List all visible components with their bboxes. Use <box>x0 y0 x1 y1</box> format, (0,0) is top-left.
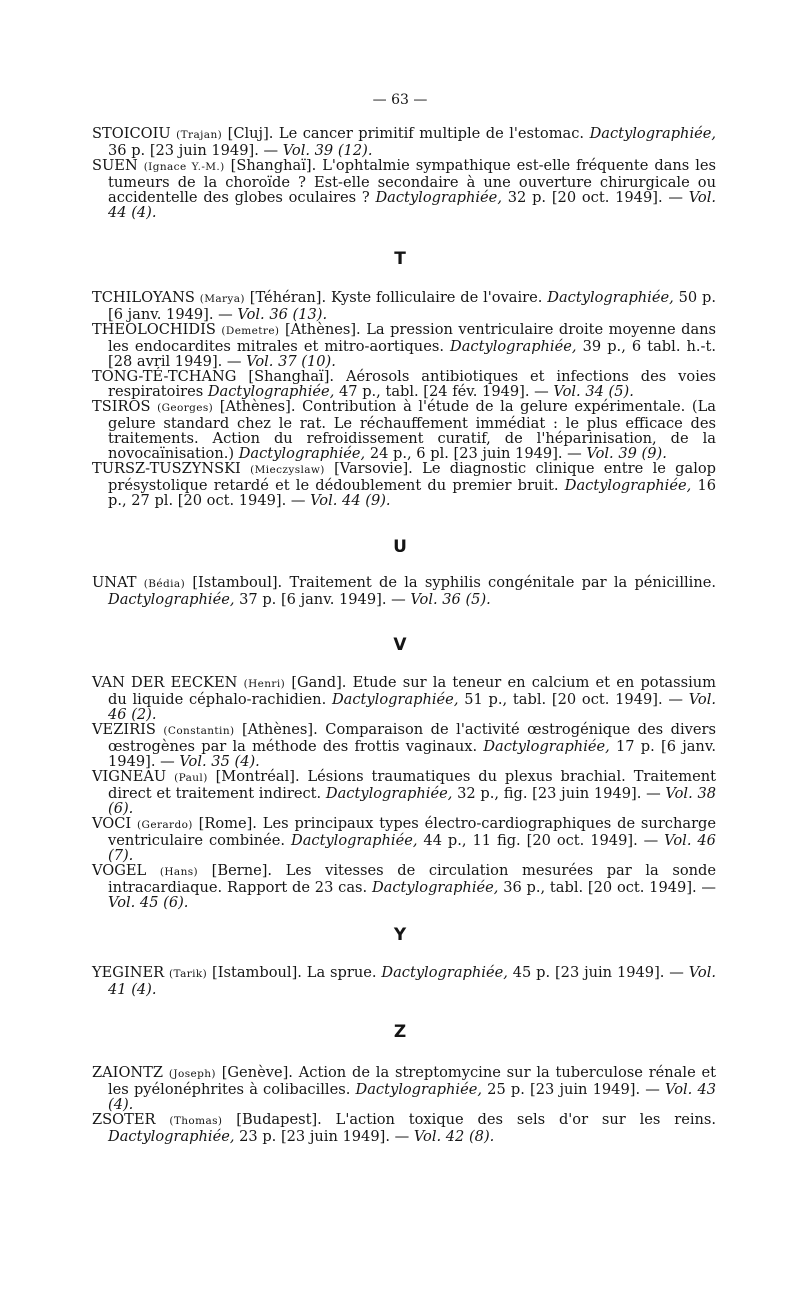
bibliography-entry <box>92 675 716 722</box>
bibliography-entry <box>92 322 716 369</box>
author-name: SUEN <box>92 157 138 174</box>
author-first-name: (Trajan) <box>176 129 223 141</box>
author-city: [Berne]. <box>211 862 273 879</box>
section-letter: V <box>393 635 407 655</box>
author-name: VEZIRIS <box>92 721 156 738</box>
publication-details: 36 p., tabl. [20 oct. 1949]. — <box>503 879 717 896</box>
thesis-title: Le diagnostic clinique entre le galop présystolique retardé et le dédoublement du premier bruit. <box>108 460 717 494</box>
publication-details: 23 p. [23 juin 1949]. — <box>239 1128 410 1145</box>
publication-type: Dactylographiée, <box>547 289 674 306</box>
thesis-title: La pression ventriculaire droite moyenne dans les endocardites mitrales et mitro-aortiques. <box>108 321 717 355</box>
author-city: [Cluj]. <box>227 125 274 142</box>
publication-details: 32 p., fig. [23 juin 1949]. — <box>457 785 661 802</box>
publication-details: 47 p., tabl. [24 fév. 1949]. — <box>338 383 549 400</box>
volume-reference: Vol. 42 (8). <box>413 1128 495 1145</box>
author-first-name: (Georges) <box>157 402 214 414</box>
author-name: STOICOIU <box>92 125 171 142</box>
volume-reference: Vol. 36 (5). <box>410 591 491 608</box>
publication-type: Dactylographiée, <box>331 691 459 708</box>
author-first-name: (Bédia) <box>143 578 186 590</box>
bibliography-entry <box>92 863 716 910</box>
bibliography-entry <box>92 722 716 769</box>
publication-type: Dactylographiée, <box>108 1128 235 1145</box>
author-first-name: (Demetre) <box>221 325 280 337</box>
author-name: UNAT <box>92 574 137 591</box>
author-first-name: (Henri) <box>243 678 286 690</box>
volume-reference: Vol. 39 (12). <box>282 142 373 159</box>
author-first-name: (Tarik) <box>168 968 208 980</box>
thesis-title: Kyste folliculaire de l'ovaire. <box>330 289 543 306</box>
section-entries <box>92 126 716 220</box>
publication-details: 45 p. [23 juin 1949]. — <box>512 964 684 981</box>
author-first-name: (Thomas) <box>169 1115 223 1127</box>
author-first-name: (Marya) <box>199 293 245 305</box>
publication-type: Dactylographiée, <box>291 832 418 849</box>
author-city: [Athènes]. <box>242 721 318 738</box>
section-entries <box>92 675 716 910</box>
author-first-name: (Paul) <box>174 772 208 784</box>
volume-reference: Vol. 38 (6). <box>108 785 717 817</box>
author-city: [Rome]. <box>198 815 257 832</box>
publication-details: 51 p., tabl. [20 oct. 1949]. — <box>464 691 683 708</box>
thesis-title: Le cancer primitif multiple de l'estomac. <box>278 125 585 142</box>
thesis-title: Action de la streptomycine sur la tuberculose rénale et les pyélonéphrites à colibacilles. <box>108 1064 717 1098</box>
volume-reference: Vol. 39 (9). <box>586 445 667 462</box>
bibliography-entry <box>92 1112 716 1144</box>
author-city: [Istamboul]. <box>192 574 283 591</box>
thesis-title: Lésions traumatiques du plexus brachial. Traitement direct et traitement indirect. <box>108 768 717 802</box>
author-name: YEGINER <box>92 964 165 981</box>
volume-reference: Vol. 46 (7). <box>108 832 716 864</box>
volume-reference: Vol. 36 (13). <box>237 306 328 323</box>
author-name: VOCI <box>92 815 132 832</box>
author-city: [Budapest]. <box>236 1111 322 1128</box>
section-entries <box>92 965 716 997</box>
bibliography-entry <box>92 965 716 997</box>
author-city: [Shanghaï]. <box>230 157 317 174</box>
publication-type: Dactylographiée, <box>207 383 335 400</box>
publication-details: 32 p. [20 oct. 1949]. — <box>507 189 683 206</box>
publication-type: Dactylographiée, <box>564 477 692 494</box>
publication-details: 17 p. [6 janv. 1949]. — <box>108 738 716 770</box>
bibliography-entry <box>92 399 716 461</box>
publication-details: 36 p. [23 juin 1949]. — <box>108 142 279 159</box>
volume-reference: Vol. 34 (5). <box>553 383 634 400</box>
bibliography-entry <box>92 369 716 399</box>
author-city: [Varsovie]. <box>334 460 413 477</box>
author-name: TCHILOYANS <box>92 289 195 306</box>
author-city: [Athènes]. <box>284 321 361 338</box>
publication-type: Dactylographiée, <box>371 879 499 896</box>
section-entries <box>92 575 716 607</box>
page-number: — 63 — <box>372 92 428 108</box>
author-name: THEOLOCHIDIS <box>92 321 216 338</box>
bibliography-entry <box>92 575 716 607</box>
author-name: ZSOTER <box>92 1111 156 1128</box>
publication-type: Dactylographiée, <box>450 338 577 355</box>
thesis-title: La sprue. <box>306 964 377 981</box>
volume-reference: Vol. 35 (4). <box>179 753 260 770</box>
author-name: VIGNEAU <box>92 768 167 785</box>
volume-reference: Vol. 44 (9). <box>310 492 391 509</box>
author-first-name: (Joseph) <box>168 1068 216 1080</box>
author-name: TSIROS <box>92 398 151 415</box>
author-city: [Genève]. <box>221 1064 293 1081</box>
publication-details: 44 p., 11 fig. [20 oct. 1949]. — <box>423 832 659 849</box>
publication-details: 39 p., 6 tabl. h.-t. [28 avril 1949]. — <box>108 338 716 370</box>
author-first-name: (Mieczyslaw) <box>250 464 325 476</box>
volume-reference: Vol. 41 (4). <box>108 964 717 998</box>
author-name: TONG-TÉ-TCHANG <box>92 368 237 385</box>
publication-type: Dactylographiée, <box>238 445 366 462</box>
section-entries <box>92 1065 716 1144</box>
author-city: [Gand]. <box>291 674 347 691</box>
author-name: TURSZ-TUSZYNSKI <box>92 460 241 477</box>
bibliography-entry <box>92 461 716 508</box>
thesis-title: Etude sur la teneur en calcium et en potassium du liquide céphalo-rachidien. <box>108 674 717 708</box>
publication-details: 37 p. [6 janv. 1949]. — <box>239 591 406 608</box>
publication-type: Dactylographiée, <box>325 785 453 802</box>
publication-details: 24 p., 6 pl. [23 juin 1949]. — <box>369 445 582 462</box>
thesis-title: L'ophtalmie sympathique est-elle fréquente dans les tumeurs de la choroïde ? Est-elle secondaire à une ouverture chirurgicale ou accidentelle des globes oculaires ? <box>108 157 717 206</box>
volume-reference: Vol. 46 (2). <box>108 691 717 723</box>
volume-reference: Vol. 44 (4). <box>108 189 717 221</box>
author-first-name: (Hans) <box>159 866 199 878</box>
bibliography-entry <box>92 769 716 816</box>
thesis-title: Traitement de la syphilis congénitale par la pénicilline. <box>289 574 717 591</box>
section-entries <box>92 290 716 508</box>
thesis-title: L'action toxique des sels d'or sur les reins. <box>335 1111 717 1128</box>
volume-reference: Vol. 45 (6). <box>108 894 189 911</box>
thesis-title: Contribution à l'étude de la gelure expérimentale. (La gelure standard chez le rat. Le réchauffement immédiat : le plus efficace des traitements. Action du refroidissement curatif, de l'héparinisation, de la novocaïnisation.) <box>108 398 717 462</box>
author-first-name: (Ignace Y.-M.) <box>143 161 225 173</box>
author-name: VOGEL <box>92 862 147 879</box>
publication-type: Dactylographiée, <box>355 1081 482 1098</box>
volume-reference: Vol. 37 (10). <box>246 353 336 370</box>
publication-type: Dactylographiée, <box>108 591 235 608</box>
author-name: VAN DER EECKEN <box>92 674 238 691</box>
publication-type: Dactylographiée, <box>589 125 717 142</box>
publication-type: Dactylographiée, <box>375 189 502 206</box>
author-first-name: (Constantin) <box>163 725 235 737</box>
bibliography-entry <box>92 158 716 220</box>
publication-type: Dactylographiée, <box>483 738 610 755</box>
bibliography-entry <box>92 816 716 863</box>
publication-type: Dactylographiée, <box>381 964 508 981</box>
publication-details: 25 p. [23 juin 1949]. — <box>487 1081 660 1098</box>
volume-reference: Vol. 43 (4). <box>108 1081 717 1113</box>
bibliography-entry <box>92 126 716 158</box>
author-city: [Téhéran]. <box>249 289 327 306</box>
author-city: [Montréal]. <box>215 768 300 785</box>
bibliography-entry <box>92 290 716 322</box>
author-city: [Athènes]. <box>219 398 296 415</box>
section-letter: T <box>394 249 406 269</box>
author-name: ZAIONTZ <box>92 1064 164 1081</box>
thesis-title: Les principaux types électro-cardiographiques de surcharge ventriculaire combinée. <box>108 815 717 849</box>
author-first-name: (Gerardo) <box>137 819 193 831</box>
thesis-title: Aérosols antibiotiques et infections des voies respiratoires <box>108 368 717 400</box>
author-city: [Istamboul]. <box>212 964 302 981</box>
bibliography-entry <box>92 1065 716 1112</box>
thesis-title: Comparaison de l'activité œstrogénique des divers œstrogènes par la méthode des frottis vaginaux. <box>108 721 717 755</box>
publication-details: 50 p. [6 janv. 1949]. — <box>108 289 717 323</box>
publication-details: 16 p., 27 pl. [20 oct. 1949]. — <box>108 477 717 509</box>
section-letter: Y <box>393 925 407 945</box>
section-letter: Z <box>393 1022 407 1042</box>
section-letter: U <box>393 537 407 557</box>
thesis-title: Les vitesses de circulation mesurées par la sonde intracardiaque. Rapport de 23 cas. <box>108 862 716 896</box>
author-city: [Shanghaï]. <box>248 368 335 385</box>
